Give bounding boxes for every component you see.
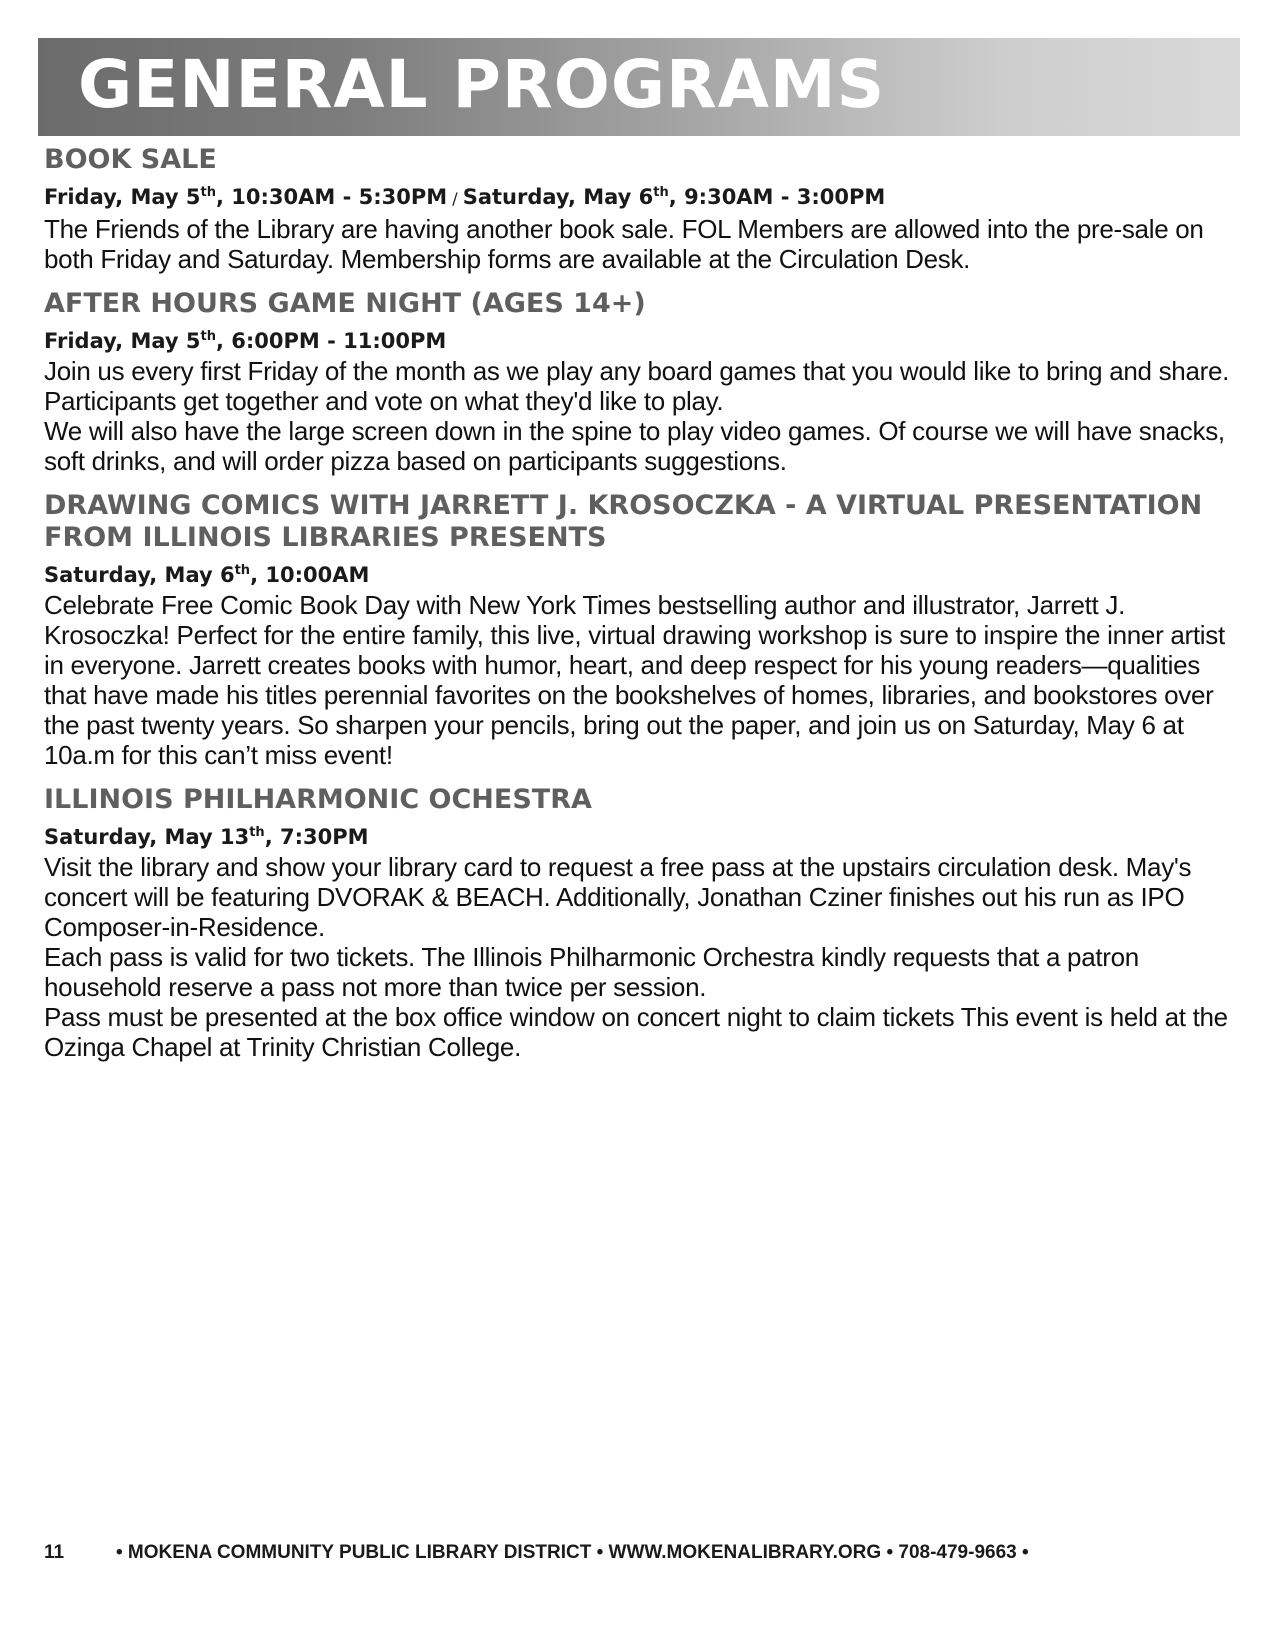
event-date-day: Saturday, May 6 <box>462 185 654 209</box>
event-philharmonic <box>44 784 1240 1062</box>
event-paragraph: Each pass is valid for two tickets. The Illinois Philharmonic Orchestra kindly requests that a patron household reserve a pass not more than twice per session. <box>44 942 1139 1002</box>
event-paragraph: Join us every first Friday of the month as we play any board games that you would like to bring and share. Participants get together and vote on what they'd like to play. <box>44 356 1230 416</box>
event-date-time: , 10:30AM - 5:30PM <box>215 185 448 209</box>
event-description <box>44 214 1240 274</box>
event-title: AFTER HOURS GAME NIGHT (AGES 14+) <box>44 288 646 319</box>
events-list <box>44 144 1240 1076</box>
event-description <box>44 852 1240 1062</box>
event-date <box>44 560 1240 590</box>
event-date-day: Friday, May 5 <box>44 185 201 209</box>
footer-text: • MOKENA COMMUNITY PUBLIC LIBRARY DISTRICT • WWW.MOKENALIBRARY.ORG • 708-479-9663 • <box>116 1542 1029 1563</box>
event-paragraph: Celebrate Free Comic Book Day with New York Times bestselling author and illustrator, Jarrett J. Krosoczka! Perfect for the entire family, this live, virtual drawing workshop is sure to inspire the inner artist in everyone. Jarrett creates books with humor, heart, and deep respect for his young readers—qualities that have made his titles perennial favorites on the bookshelves of homes, libraries, and bookstores over the past twenty years. So sharpen your pencils, bring out the paper, and join us on Saturday, May 6 at 10a.m for this can’t miss event! <box>44 590 1225 770</box>
page-number: 11 <box>44 1542 65 1563</box>
event-date-day: Saturday, May 13 <box>44 825 250 849</box>
event-book-sale <box>44 144 1240 274</box>
event-date-time: , 6:00PM - 11:00PM <box>215 329 447 353</box>
event-date-separator: / <box>447 189 463 208</box>
event-date-day: Friday, May 5 <box>44 329 201 353</box>
event-title: ILLINOIS PHILHARMONIC OCHESTRA <box>44 784 592 815</box>
event-date-time: , 9:30AM - 3:00PM <box>668 185 886 209</box>
event-date-suffix: th <box>249 825 265 840</box>
event-date-suffix: th <box>200 329 216 344</box>
event-date-suffix: th <box>234 563 251 578</box>
event-drawing-comics <box>44 490 1240 770</box>
section-banner <box>38 38 1240 136</box>
event-title: BOOK SALE <box>44 144 217 175</box>
event-date-time: , 10:00AM <box>250 563 370 587</box>
event-paragraph: Visit the library and show your library card to request a free pass at the upstairs circulation desk. May's concert will be featuring DVORAK & BEACH. Additionally, Jonathan Cziner finishes out his run as IPO Composer-in-Residence. <box>44 852 1192 942</box>
event-date-time: , 7:30PM <box>264 825 369 849</box>
event-date-suffix: th <box>200 185 216 200</box>
event-date <box>44 182 1240 214</box>
event-title: DRAWING COMICS WITH JARRETT J. KROSOCZKA - A VIRTUAL PRESENTATION FROM ILLINOIS LIBRARIES PRESENTS <box>44 490 1203 553</box>
page-title: GENERAL PROGRAMS <box>78 46 886 123</box>
event-paragraph: Pass must be presented at the box office window on concert night to claim tickets This event is held at the Ozinga Chapel at Trinity Christian College. <box>44 1002 1228 1062</box>
event-date-suffix: th <box>653 185 669 200</box>
page-footer <box>44 1542 1240 1564</box>
event-date <box>44 822 1240 852</box>
event-date-day: Saturday, May 6 <box>44 563 235 587</box>
event-paragraph: We will also have the large screen down in the spine to play video games. Of course we will have snacks, soft drinks, and will order pizza based on participants suggestions. <box>44 416 1225 476</box>
event-paragraph: The Friends of the Library are having another book sale. FOL Members are allowed into the pre-sale on both Friday and Saturday. Membership forms are available at the Circulation Desk. <box>44 214 1204 274</box>
event-description <box>44 590 1240 770</box>
event-date <box>44 326 1240 356</box>
event-description <box>44 356 1240 476</box>
event-game-night <box>44 288 1240 476</box>
